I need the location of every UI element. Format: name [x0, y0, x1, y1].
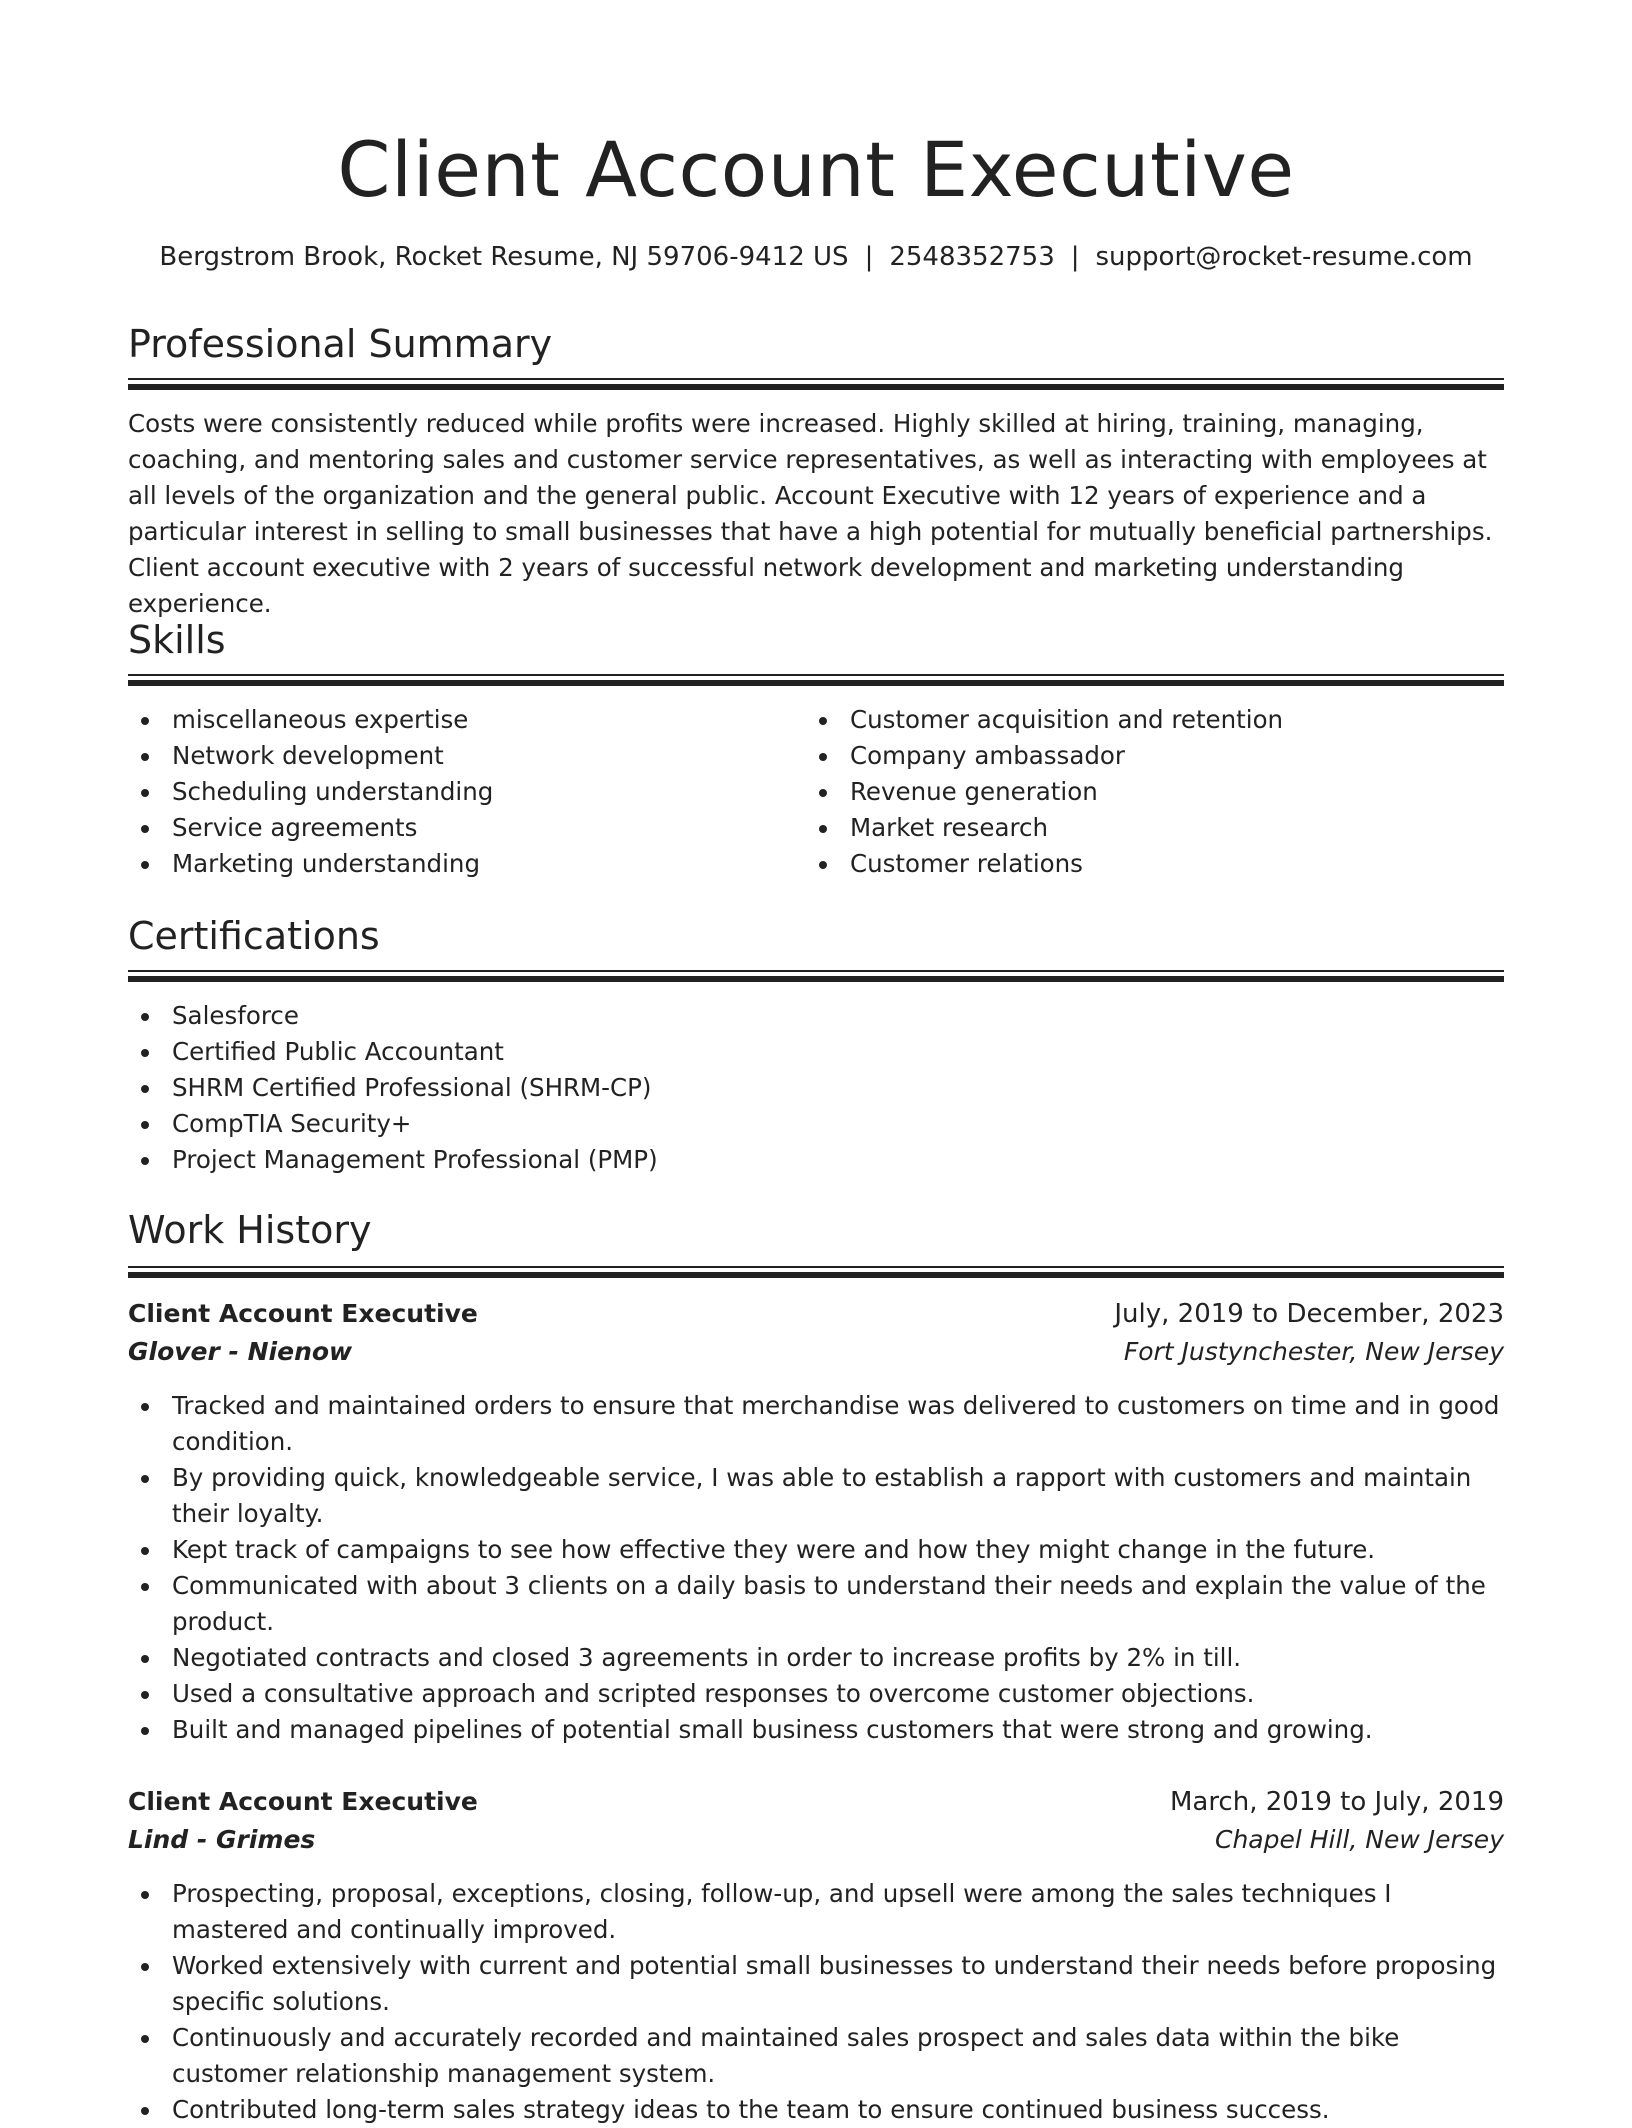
contact-line: [128, 240, 1504, 274]
skill-item: Scheduling understanding: [128, 774, 808, 810]
skill-item: Revenue generation: [806, 774, 1486, 810]
contact-email[interactable]: support@rocket-resume.com: [1095, 242, 1473, 272]
responsibility-item: Kept track of campaigns to see how effective they were and how they might change in the future.: [128, 1532, 1504, 1568]
skill-item: Marketing understanding: [128, 846, 808, 882]
contact-separator: |: [864, 242, 874, 272]
certification-item: SHRM Certified Professional (SHRM-CP): [128, 1070, 1504, 1106]
certification-item: Certified Public Accountant: [128, 1034, 1504, 1070]
responsibility-item: By providing quick, knowledgeable service, I was able to establish a rapport with customers and maintain their loyalty.: [128, 1460, 1504, 1532]
section-divider: [128, 1266, 1504, 1278]
responsibility-item: Built and managed pipelines of potential small business customers that were strong and growing.: [128, 1712, 1504, 1748]
responsibility-item: Tracked and maintained orders to ensure that merchandise was delivered to customers on time and in good condition.: [128, 1388, 1504, 1460]
job-location: Fort Justynchester, New Jersey: [1123, 1337, 1504, 1366]
job-title: Client Account Executive: [128, 1787, 478, 1816]
skill-item: miscellaneous expertise: [128, 702, 808, 738]
responsibility-item: Negotiated contracts and closed 3 agreements in order to increase profits by 2% in till.: [128, 1640, 1504, 1676]
certification-item: CompTIA Security+: [128, 1106, 1504, 1142]
work-history-heading: Work History: [128, 1208, 372, 1252]
skill-item: Customer acquisition and retention: [806, 702, 1486, 738]
skills-right-column: [806, 702, 1486, 882]
certification-item: Project Management Professional (PMP): [128, 1142, 1504, 1178]
skills-heading: Skills: [128, 618, 226, 662]
section-divider: [128, 378, 1504, 390]
skill-item: Service agreements: [128, 810, 808, 846]
job-location: Chapel Hill, New Jersey: [1214, 1825, 1504, 1854]
contact-separator: |: [1070, 242, 1080, 272]
job-responsibilities: [128, 1876, 1504, 2128]
section-divider: [128, 970, 1504, 982]
responsibility-item: Communicated with about 3 clients on a daily basis to understand their needs and explain the value of the product.: [128, 1568, 1504, 1640]
section-divider: [128, 674, 1504, 686]
job-company: Glover - Nienow: [128, 1337, 353, 1366]
skill-item: Market research: [806, 810, 1486, 846]
responsibility-item: Worked extensively with current and potential small businesses to understand their needs before proposing specific solutions.: [128, 1948, 1504, 2020]
summary-text: Costs were consistently reduced while profits were increased. Highly skilled at hiring, training, managing, coaching, and mentoring sales and customer service representatives, as well as interacting with employees at all levels of the organization and the general public. Account Executive with 12 years of experience and a particular interest in selling to small businesses that have a high potential for mutually beneficial partnerships. Client account executive with 2 years of successful network development and marketing understanding experience.: [128, 409, 1493, 618]
responsibility-item: Prospecting, proposal, exceptions, closing, follow-up, and upsell were among the sales techniques I mastered and continually improved.: [128, 1876, 1504, 1948]
skills-left-column: [128, 702, 808, 882]
certifications-list: [128, 998, 1504, 1178]
responsibility-item: Continuously and accurately recorded and maintained sales prospect and sales data within the bike customer relationship management system.: [128, 2020, 1504, 2092]
summary-heading: Professional Summary: [128, 322, 553, 366]
responsibility-item: Used a consultative approach and scripted responses to overcome customer objections.: [128, 1676, 1504, 1712]
job-company: Lind - Grimes: [128, 1825, 316, 1854]
skill-item: Company ambassador: [806, 738, 1486, 774]
contact-address: Bergstrom Brook, Rocket Resume, NJ 59706-9412 US: [159, 242, 849, 272]
job-responsibilities: [128, 1388, 1504, 1748]
job-dates: March, 2019 to July, 2019: [1169, 1787, 1504, 1817]
certifications-heading: Certifications: [128, 914, 380, 958]
responsibility-item: Contributed long-term sales strategy ideas to the team to ensure continued business success.: [128, 2092, 1504, 2128]
skill-item: Network development: [128, 738, 808, 774]
job-title: Client Account Executive: [128, 1299, 478, 1328]
resume-title: Client Account Executive: [337, 125, 1295, 214]
skill-item: Customer relations: [806, 846, 1486, 882]
certification-item: Salesforce: [128, 998, 1504, 1034]
contact-phone[interactable]: 2548352753: [889, 242, 1055, 272]
job-dates: July, 2019 to December, 2023: [1114, 1299, 1504, 1329]
